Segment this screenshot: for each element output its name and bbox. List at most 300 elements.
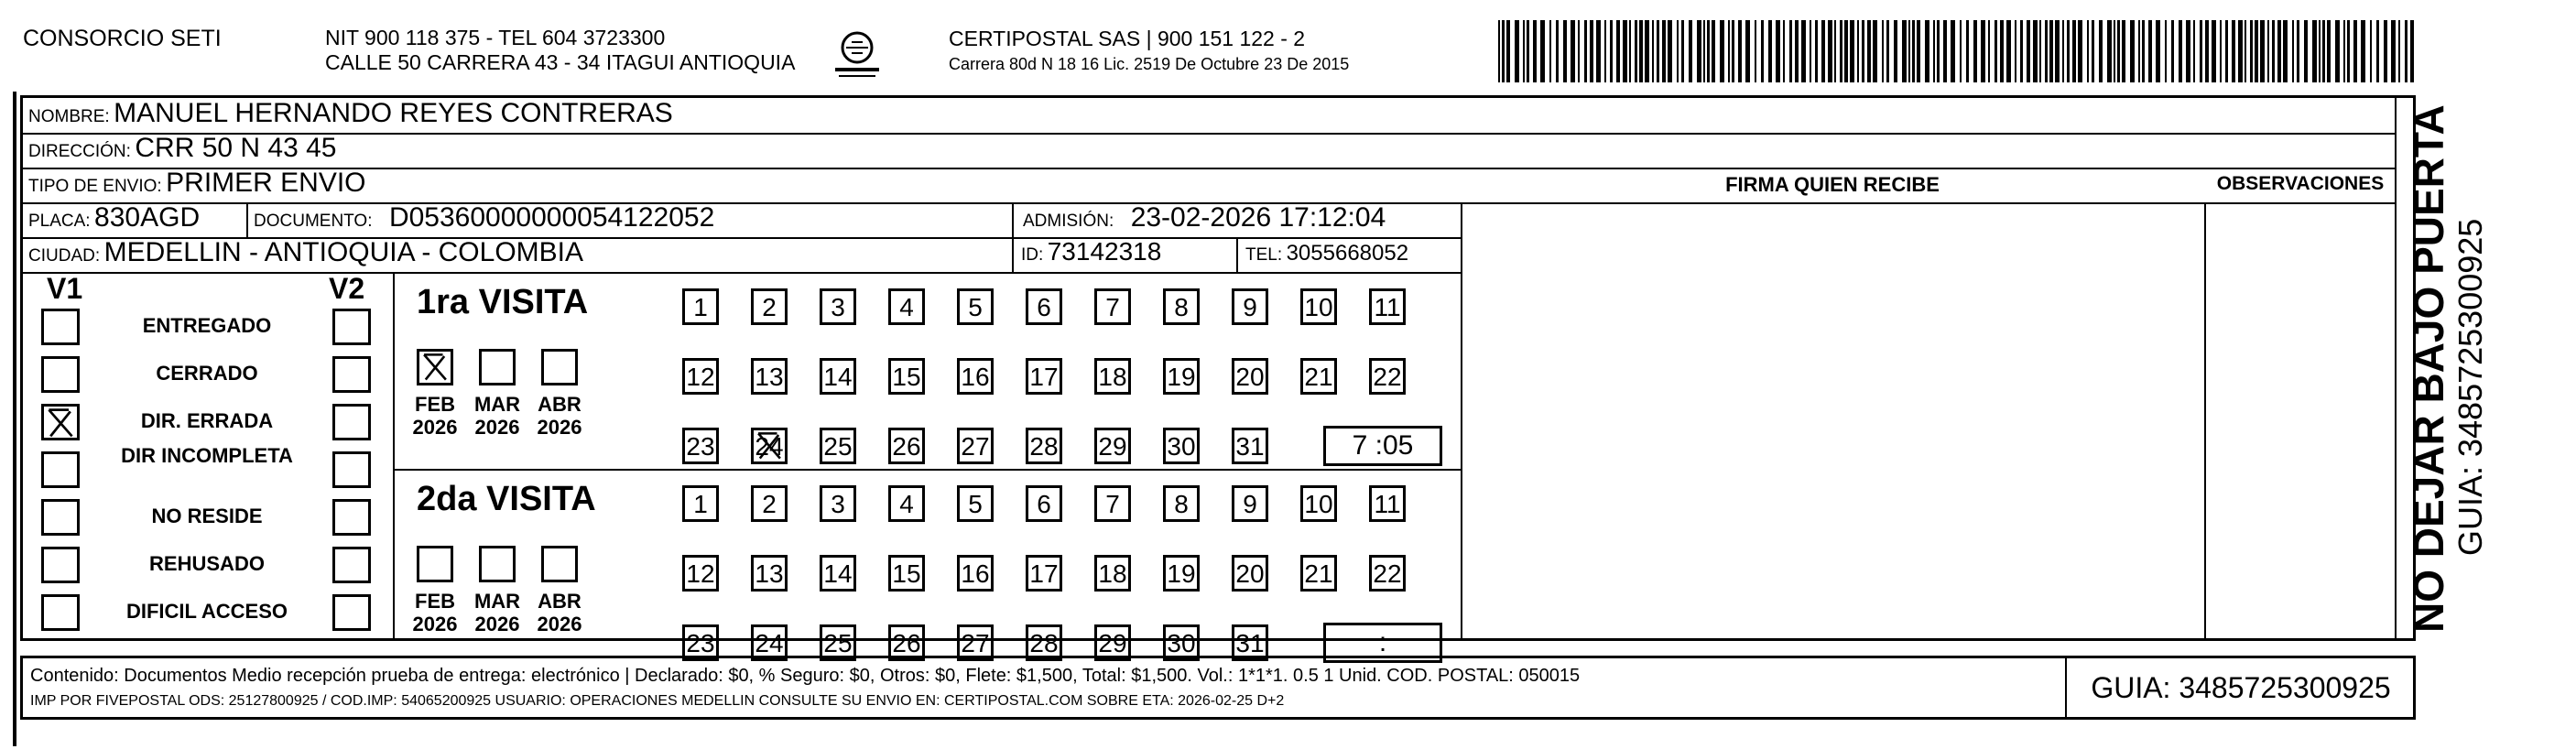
day-number: 13 [755,559,784,588]
barcode-bar [2232,20,2235,82]
reasons-divider [393,272,395,638]
day-checkbox[interactable] [751,485,788,522]
month-checkbox[interactable] [479,546,516,582]
barcode-bar [2000,20,2004,82]
barcode-bar [2250,20,2253,82]
barcode-bar [1610,20,1613,82]
day-checkbox[interactable] [1369,358,1406,395]
day-checkbox[interactable] [1026,555,1062,592]
rule [1236,237,1238,272]
barcode-bar [1801,20,1806,82]
month-name: ABR [538,590,582,613]
side-guia: GUIA: 3485725300925 [2451,218,2489,556]
nombre-field [28,98,673,129]
barcode-bar [2107,20,2112,82]
day-checkbox[interactable] [957,358,994,395]
barcode-bar [2405,20,2408,82]
direccion-label: DIRECCIÓN: [28,142,131,161]
month-year: 2026 [474,613,520,635]
tipo-envio-label: TIPO DE ENVIO: [28,177,162,196]
barcode-bar [2200,20,2202,82]
barcode-bar [2304,20,2308,82]
visit-title: 2da VISITA [417,480,596,518]
day-checkbox[interactable] [751,288,788,325]
barcode-bar [1639,20,1643,82]
day-checkbox[interactable] [1094,358,1131,395]
day-checkbox[interactable] [888,485,925,522]
v1-checkbox[interactable] [41,547,80,583]
month-year: 2026 [537,613,582,635]
v1-checkbox[interactable] [41,499,80,536]
day-checkbox[interactable] [1026,485,1062,522]
month-name: ABR [538,393,582,416]
day-checkbox[interactable] [957,485,994,522]
barcode-bar [2267,20,2269,82]
barcode-bar [2297,20,2299,82]
day-number: 21 [1304,559,1333,588]
barcode-bar [1689,20,1692,82]
barcode-bar [1988,20,1990,82]
day-number: 30 [1167,432,1196,461]
day-number: 14 [823,559,853,588]
rule [23,168,2395,169]
barcode-bar [1795,20,1799,82]
v1-checkbox[interactable] [41,309,80,345]
barcode-bar [2319,20,2321,82]
barcode [1498,20,2419,82]
barcode-bar [2343,20,2345,82]
barcode-bar [1662,20,1666,82]
barcode-bar [2376,20,2379,82]
day-number: 29 [1098,432,1127,461]
day-checkbox[interactable] [682,428,719,464]
tipo-envio-field [28,168,366,199]
nombre-value: MANUEL HERNANDO REYES CONTRERAS [114,98,673,128]
barcode-bar [1783,20,1785,82]
barcode-bar [2087,20,2089,82]
barcode-bar [1556,20,1559,82]
barcode-bar [1563,20,1567,82]
barcode-bar [1857,20,1859,82]
month-checkbox[interactable] [417,349,453,385]
barcode-bar [1966,20,1969,82]
documento-value: D05360000000054122052 [388,202,715,233]
barcode-bar [1590,20,1593,82]
day-number: 3 [831,293,845,321]
day-number: 22 [1373,559,1402,588]
barcode-bar [2027,20,2030,82]
tipo-envio-value: PRIMER ENVIO [166,168,366,198]
barcode-bar [1902,20,1907,82]
barcode-bar [2006,20,2011,82]
barcode-bar [2165,20,2167,82]
month-name: MAR [473,393,521,416]
barcode-bar [2370,20,2372,82]
barcode-bar [1604,20,1606,82]
day-checkbox[interactable] [682,358,719,395]
certipostal-line1: CERTIPOSTAL SAS | 900 151 122 - 2 [949,27,1306,50]
barcode-bar [2072,20,2076,82]
observaciones-divider [2204,202,2206,638]
barcode-bar [1523,20,1525,82]
barcode-bar [1994,20,1997,82]
day-checkbox[interactable] [1300,485,1337,522]
day-number: 17 [1029,559,1059,588]
footer-guia: GUIA: 3485725300925 [2065,658,2415,717]
barcode-bar [1498,20,1500,82]
month-checkbox[interactable] [417,546,453,582]
day-number: 27 [961,629,990,657]
day-checkbox[interactable] [1300,555,1337,592]
day-checkbox[interactable] [1163,288,1200,325]
day-checkbox[interactable] [1232,485,1268,522]
day-checkbox[interactable] [1300,288,1337,325]
day-number: 19 [1167,559,1196,588]
day-number: 16 [961,559,990,588]
barcode-bar [1720,20,1724,82]
barcode-bar [1540,20,1545,82]
barcode-bar [1776,20,1780,82]
barcode-bar [1862,20,1864,82]
day-checkbox[interactable] [820,358,856,395]
barcode-bar [1844,20,1848,82]
day-checkbox[interactable] [888,555,925,592]
day-number: 11 [1374,490,1401,518]
day-number: 8 [1174,293,1189,321]
v1-checkbox[interactable] [41,356,80,393]
month-year: 2026 [412,416,458,439]
barcode-bar [1761,20,1764,82]
barcode-bar [2156,20,2160,82]
barcode-bar [1623,20,1627,82]
barcode-bar [2193,20,2195,82]
day-checkbox[interactable] [888,288,925,325]
day-checkbox[interactable] [1232,288,1268,325]
barcode-bar [2327,20,2331,82]
day-checkbox[interactable] [820,288,856,325]
day-number: 13 [755,363,784,391]
barcode-bar [2039,20,2041,82]
v1-header: V1 [47,272,83,305]
day-number: 7 [1105,293,1120,321]
day-checkbox[interactable] [1369,485,1406,522]
barcode-bar [1697,20,1701,82]
barcode-bar [2179,20,2182,82]
rule [246,202,248,237]
footer [20,656,2416,720]
day-number: 11 [1374,293,1401,321]
day-checkbox[interactable] [751,428,788,464]
v2-header: V2 [329,272,365,305]
day-number: 2 [762,293,777,321]
id-value: 73142318 [1047,237,1162,266]
tel-field [1245,241,1408,266]
side-divider [2395,98,2397,638]
day-checkbox[interactable] [751,555,788,592]
day-checkbox[interactable] [1163,555,1200,592]
barcode-bar [1943,20,1947,82]
reason-label: REHUSADO [149,552,265,575]
rule [23,272,1461,274]
nombre-label: NOMBRE: [28,107,110,126]
barcode-bar [1894,20,1897,82]
day-checkbox[interactable] [888,428,925,464]
day-number: 3 [831,490,845,518]
barcode-bar [1681,20,1684,82]
day-number: 31 [1235,432,1265,461]
month-name: FEB [415,393,455,416]
day-number: 24 [755,432,784,461]
month-checkbox[interactable] [479,349,516,385]
barcode-bar [1652,20,1654,82]
day-number: 15 [892,559,921,588]
barcode-bar [2277,20,2281,82]
v2-checkbox[interactable] [332,499,371,536]
barcode-bar [2260,20,2265,82]
day-number: 26 [892,432,921,461]
barcode-bar [1850,20,1854,82]
address-line: CALLE 50 CARRERA 43 - 34 ITAGUI ANTIOQUIA [325,50,796,74]
barcode-bar [1732,20,1734,82]
observaciones-header: OBSERVACIONES [2216,173,2385,194]
day-number: 25 [823,432,853,461]
day-checkbox[interactable] [682,555,719,592]
admision-label: ADMISIÓN: [1023,212,1114,231]
day-checkbox[interactable] [1163,358,1200,395]
barcode-bar [1668,20,1672,82]
barcode-bar [1933,20,1935,82]
day-checkbox[interactable] [1026,288,1062,325]
day-checkbox[interactable] [820,485,856,522]
month-checkbox[interactable] [541,546,578,582]
reason-label: CERRADO [156,362,258,385]
barcode-bar [2015,20,2016,82]
day-number: 21 [1304,363,1333,391]
barcode-bar [2062,20,2064,82]
day-number: 5 [968,490,983,518]
barcode-bar [1645,20,1649,82]
barcode-bar [2244,20,2246,82]
day-checkbox[interactable] [1094,428,1131,464]
day-checkbox[interactable] [957,555,994,592]
day-number: 14 [823,363,853,391]
barcode-bar [1917,20,1920,82]
barcode-bar [1981,20,1985,82]
barcode-bar [2212,20,2216,82]
month-checkbox[interactable] [541,349,578,385]
barcode-bar [2142,20,2145,82]
v2-checkbox[interactable] [332,356,371,393]
day-checkbox[interactable] [751,358,788,395]
delivery-form [20,95,2489,657]
barcode-bar [1549,20,1551,82]
day-number: 4 [899,490,914,518]
company-contact [325,26,795,75]
day-number: 17 [1029,363,1059,391]
barcode-bar [1657,20,1659,82]
barcode-bar [2238,20,2243,82]
placa-label: PLACA: [28,212,91,231]
barcode-bar [1925,20,1929,82]
signature-divider [1461,202,1462,638]
v2-checkbox[interactable] [332,547,371,583]
barcode-bar [2361,20,2365,82]
barcode-bar [2347,20,2350,82]
barcode-bar [1912,20,1915,82]
day-checkbox[interactable] [1232,428,1268,464]
barcode-bar [2391,20,2396,82]
day-checkbox[interactable] [957,288,994,325]
rule [1012,202,1014,272]
placa-field [28,202,200,233]
barcode-bar [1533,20,1537,82]
time-field[interactable]: 7 :05 [1323,426,1442,466]
v1-checkbox[interactable] [41,404,80,440]
day-checkbox[interactable] [1163,485,1200,522]
v1-checkbox[interactable] [41,594,80,631]
day-number: 9 [1243,293,1257,321]
ciudad-value: MEDELLIN - ANTIOQUIA - COLOMBIA [103,237,584,267]
day-number: 4 [899,293,914,321]
barcode-bar [1745,20,1750,82]
day-checkbox[interactable] [682,288,719,325]
day-number: 10 [1304,293,1333,321]
day-checkbox[interactable] [820,428,856,464]
time-field[interactable]: : [1323,623,1442,663]
day-number: 19 [1167,363,1196,391]
day-number: 30 [1167,629,1196,657]
barcode-bar [2122,20,2125,82]
barcode-bar [1886,20,1889,82]
day-number: 10 [1304,490,1333,518]
day-number: 29 [1098,629,1127,657]
barcode-bar [2092,20,2094,82]
day-number: 22 [1373,363,1402,391]
barcode-bar [2410,20,2414,82]
barcode-bar [2353,20,2357,82]
day-number: 6 [1037,490,1051,518]
day-checkbox[interactable] [1163,428,1200,464]
day-checkbox[interactable] [1026,428,1062,464]
barcode-bar [1515,20,1519,82]
v2-checkbox[interactable] [332,451,371,488]
barcode-bar [2148,20,2152,82]
v1-checkbox[interactable] [41,451,80,488]
day-checkbox[interactable] [1094,485,1131,522]
day-checkbox[interactable] [1232,358,1268,395]
barcode-bar [1502,20,1505,82]
certipostal-logo-icon [831,29,883,84]
day-checkbox[interactable] [1026,358,1062,395]
direccion-value: CRR 50 N 43 45 [135,133,337,163]
day-checkbox[interactable] [1369,288,1406,325]
day-number: 28 [1029,629,1059,657]
rule [23,133,2395,135]
day-number: 16 [961,363,990,391]
v2-checkbox[interactable] [332,404,371,440]
day-number: 1 [693,293,708,321]
barcode-bar [1960,20,1962,82]
placa-value: 830AGD [94,202,201,233]
barcode-bar [1834,20,1836,82]
barcode-bar [1973,20,1977,82]
certipostal-info [949,26,1349,77]
barcode-bar [1584,20,1587,82]
month-year: 2026 [537,416,582,439]
day-checkbox[interactable] [1369,555,1406,592]
day-checkbox[interactable] [1094,288,1131,325]
barcode-bar [1728,20,1730,82]
day-number: 28 [1029,432,1059,461]
day-checkbox[interactable] [888,358,925,395]
left-margin-rule [13,92,16,746]
barcode-bar [2283,20,2288,82]
barcode-bar [1840,20,1842,82]
barcode-bar [1815,20,1818,82]
v2-checkbox[interactable] [332,594,371,631]
barcode-bar [1677,20,1679,82]
barcode-bar [1703,20,1705,82]
barcode-bar [1951,20,1955,82]
company-name: CONSORCIO SETI [23,26,222,51]
barcode-bar [1596,20,1601,82]
barcode-bar [2117,20,2120,82]
barcode-bar [2398,20,2400,82]
day-checkbox[interactable] [682,485,719,522]
id-field [1021,237,1161,266]
barcode-bar [2067,20,2070,82]
barcode-bar [1707,20,1710,82]
barcode-bar [1867,20,1871,82]
barcode-bar [1937,20,1940,82]
day-number: 12 [686,559,715,588]
barcode-bar [2020,20,2023,82]
day-checkbox[interactable] [1300,358,1337,395]
id-label: ID: [1021,245,1044,265]
day-number: 25 [823,629,853,657]
documento-label: DOCUMENTO: [254,212,373,231]
day-checkbox[interactable] [957,428,994,464]
visit-title: 1ra VISITA [417,283,589,321]
month-year: 2026 [412,613,458,635]
barcode-bar [2335,20,2340,82]
day-number: 24 [755,629,784,657]
day-number: 5 [968,293,983,321]
barcode-bar [1908,20,1910,82]
barcode-bar [2049,20,2053,82]
v2-checkbox[interactable] [332,309,371,345]
day-checkbox[interactable] [1232,555,1268,592]
barcode-bar [1578,20,1580,82]
barcode-bar [2045,20,2048,82]
barcode-bar [1738,20,1742,82]
barcode-bar [2186,20,2190,82]
day-number: 26 [892,629,921,657]
barcode-bar [2322,20,2325,82]
barcode-bar [2055,20,2060,82]
day-checkbox[interactable] [820,555,856,592]
barcode-bar [1768,20,1772,82]
ciudad-label: CIUDAD: [28,246,101,266]
barcode-bar [1629,20,1631,82]
barcode-bar [2292,20,2294,82]
month-name: MAR [473,590,521,613]
day-checkbox[interactable] [1094,555,1131,592]
day-number: 23 [686,629,715,657]
barcode-bar [2114,20,2115,82]
barcode-bar [2138,20,2140,82]
barcode-bar [2225,20,2228,82]
